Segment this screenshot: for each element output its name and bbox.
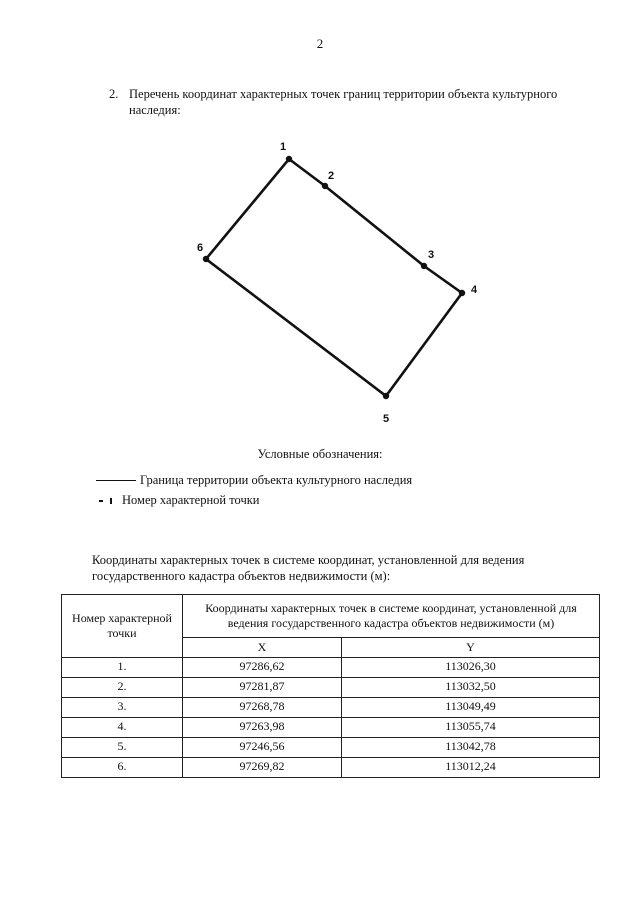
cell-x: 97269,82 <box>183 758 342 778</box>
cell-x: 97281,87 <box>183 678 342 698</box>
point-marker-1 <box>286 156 292 162</box>
cell-x: 97268,78 <box>183 698 342 718</box>
point-marker-2 <box>322 183 328 189</box>
legend-point <box>96 493 260 508</box>
cell-y: 113012,24 <box>342 758 600 778</box>
point-marker-5 <box>383 393 389 399</box>
heading-line-2: наследия: <box>129 103 181 117</box>
heading-line-1: Перечень координат характерных точек границ территории объекта культурного <box>129 87 558 101</box>
point-marker-4 <box>459 290 465 296</box>
header-point-number: Номер характерной точки <box>62 595 183 658</box>
table-row <box>62 738 600 758</box>
boundary-plan <box>0 0 640 440</box>
cell-x: 97246,56 <box>183 738 342 758</box>
table-row <box>62 658 600 678</box>
cell-point-number: 1. <box>62 658 183 678</box>
cell-x: 97263,98 <box>183 718 342 738</box>
table-row <box>62 718 600 738</box>
cell-y: 113032,50 <box>342 678 600 698</box>
point-marker-3 <box>421 263 427 269</box>
page-number: 2 <box>316 36 324 51</box>
header-y: Y <box>342 638 600 658</box>
cell-point-number: 3. <box>62 698 183 718</box>
header-x: X <box>183 638 342 658</box>
header-coordinates: Координаты характерных точек в системе координат, установленной для ведения государственного кадастра объектов недвижимости (м) <box>183 595 600 638</box>
boundary-polygon <box>206 159 462 396</box>
cell-y: 113026,30 <box>342 658 600 678</box>
legend-point-label: Номер характерной точки <box>122 493 260 507</box>
point-label-5: 5 <box>383 413 390 425</box>
cell-point-number: 4. <box>62 718 183 738</box>
legend-boundary <box>96 473 412 488</box>
cell-point-number: 5. <box>62 738 183 758</box>
coordinates-table <box>61 594 600 778</box>
point-marker-icon <box>96 496 120 506</box>
cell-y: 113049,49 <box>342 698 600 718</box>
table-row <box>62 758 600 778</box>
coordinates-intro <box>92 552 592 584</box>
heading-number: 2. <box>109 87 119 101</box>
table-header-row <box>62 595 600 638</box>
point-label-2: 2 <box>328 170 335 182</box>
point-label-4: 4 <box>471 284 478 296</box>
coordinates-intro-line-1: Координаты характерных точек в системе координат, установленной для ведения <box>92 553 525 567</box>
table-row <box>62 698 600 718</box>
cell-point-number: 2. <box>62 678 183 698</box>
point-marker-6 <box>203 256 209 262</box>
legend-boundary-label: Граница территории объекта культурного наследия <box>140 473 413 487</box>
cell-y: 113055,74 <box>342 718 600 738</box>
point-label-3: 3 <box>428 249 435 261</box>
point-label-1: 1 <box>280 141 287 153</box>
legend-title: Условные обозначения: <box>257 447 383 461</box>
cell-y: 113042,78 <box>342 738 600 758</box>
boundary-line-icon <box>96 480 136 481</box>
cell-x: 97286,62 <box>183 658 342 678</box>
table-row <box>62 678 600 698</box>
cell-point-number: 6. <box>62 758 183 778</box>
point-label-6: 6 <box>197 242 204 254</box>
coordinates-intro-line-2: государственного кадастра объектов недвижимости (м): <box>92 569 391 583</box>
